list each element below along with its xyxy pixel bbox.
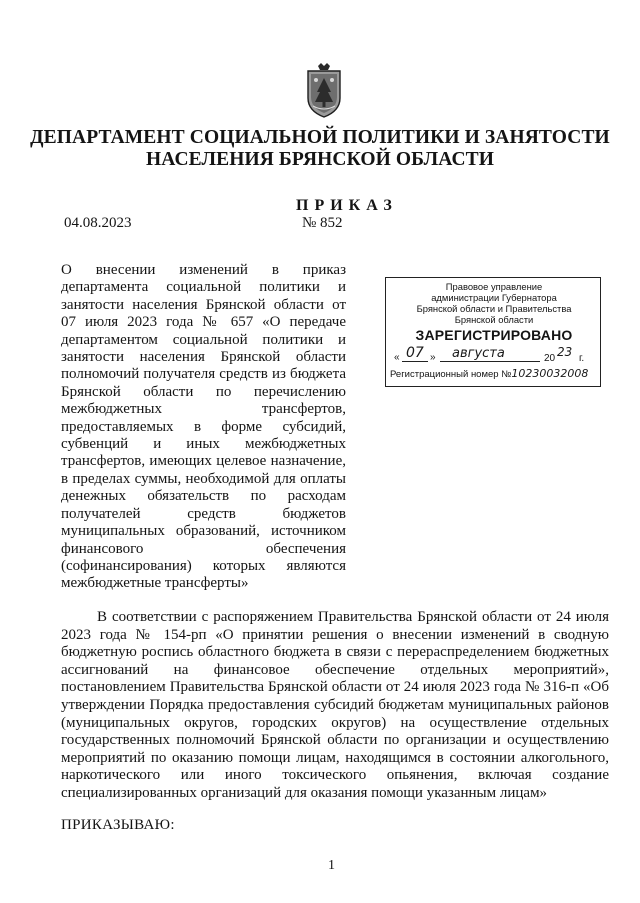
stamp-day: 07 <box>406 345 424 361</box>
department-name-line2: НАСЕЛЕНИЯ БРЯНСКОЙ ОБЛАСТИ <box>145 149 495 170</box>
stamp-year-suffix: 23 <box>557 345 573 359</box>
order-subject <box>61 262 346 593</box>
preamble <box>61 609 609 803</box>
stamp-year-prefix: 20 <box>544 353 556 364</box>
stamp-line4: Брянской области <box>454 314 534 325</box>
stamp-line1: Правовое управление <box>445 281 543 292</box>
registration-stamp <box>385 277 601 387</box>
preamble-text: В соответствии с распоряжением Правительства Брянской области от 24 июля 2023 года № 154-рп «О принятии решения о внесении изменений в сводную бюджетную роспись областного бюджета в связи с перераспределением бюджетных ассигнований на финансовое обеспечение отдельных мероприятий», постановлением Правительства Брянской области от 24 июля 2023 года № 316-п «Об утверждении Порядка предоставления субсидий бюджетам муниципальных районов (муниципальных округов, городских округов) на осуществление отдельных государственных полномочий Брянской области по организации и осуществлению мероприятий по оказанию помощи лицам, находящимся в состоянии алкогольного, наркотического или иного токсического опьянения, включая создание специализированных организаций для оказания помощи указанным лицам» <box>61 609 609 801</box>
stamp-registered: ЗАРЕГИСТРИРОВАНО <box>415 327 573 343</box>
order-title: ПРИКАЗ <box>296 197 398 214</box>
stamp-month: августа <box>452 346 505 361</box>
stamp-line3: Брянской области и Правительства <box>416 303 572 314</box>
stamp-regno-label: Регистрационный номер № <box>390 369 512 380</box>
stamp-regno-value: 10230032008 <box>511 367 589 380</box>
order-number: № 852 <box>302 215 343 231</box>
order-directive: ПРИКАЗЫВАЮ: <box>61 817 175 833</box>
coat-of-arms-emblem <box>304 62 344 118</box>
stamp-date: « 07 » августа 20 23 г. <box>394 345 585 364</box>
order-date: 04.08.2023 <box>64 215 132 231</box>
department-name-line1: ДЕПАРТАМЕНТ СОЦИАЛЬНОЙ ПОЛИТИКИ И ЗАНЯТОСТИ <box>30 127 610 148</box>
page-number: 1 <box>328 858 335 873</box>
stamp-registration-number <box>390 367 600 380</box>
stamp-line2: администрации Губернатора <box>431 292 557 303</box>
order-subject-text: О внесении изменений в приказ департамента социальной политики и занятости населения Брянской области от 07 июля 2023 года № 657 «О передаче департаментом социальной политики и занятости населения Брянской области полномочий получателя средств из бюджета Брянской области по перечислению межбюджетных трансфертов, предоставляемых в форме субсидий, субвенций и иных межбюджетных трансфертов, имеющих целевое назначение, в пределах суммы, необходимой для оплаты денежных обязательств по расходам получателей средств бюджетов муниципальных образований, источником финансового обеспечения (софинансирования) которых являются межбюджетные трансферты» <box>61 262 346 592</box>
stamp-year-end: г. <box>579 353 585 364</box>
